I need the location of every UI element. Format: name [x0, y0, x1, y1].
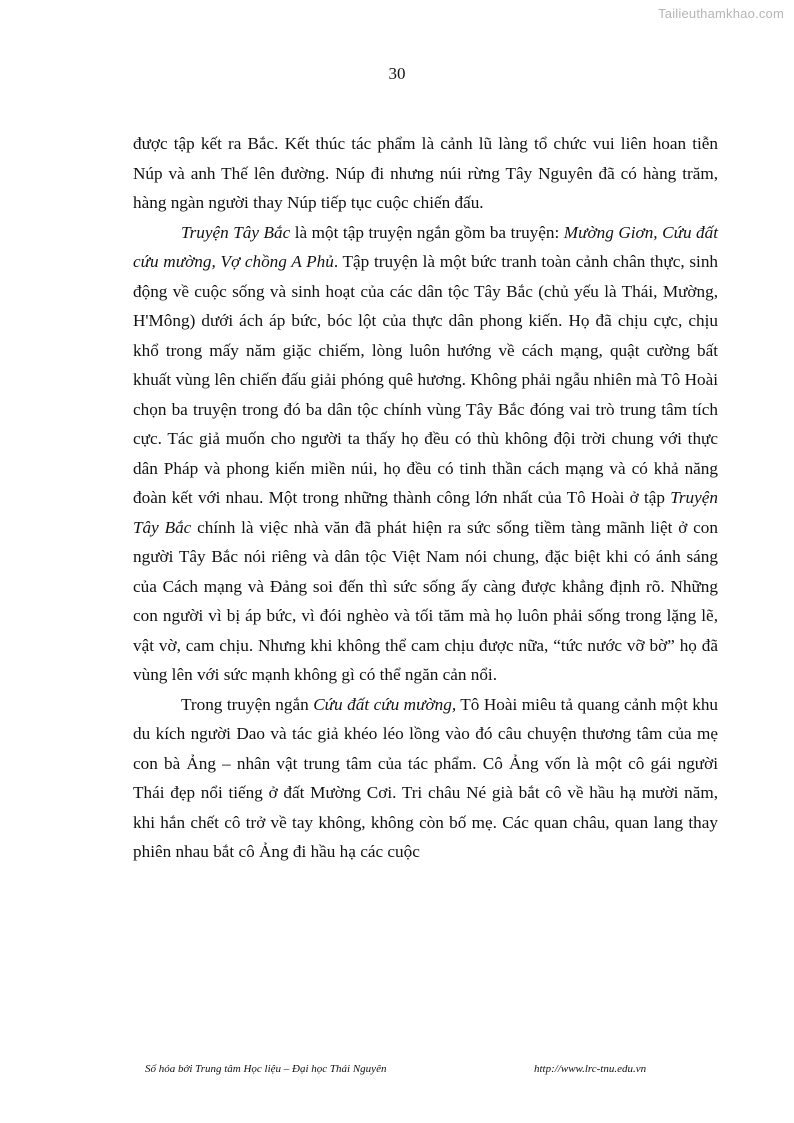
- text-segment: chính là việc nhà văn đã phát hiện ra sức sống tiềm tàng mãnh liệt ở con người Tây Bắc nói riêng và dân tộc Việt Nam nói chung, đặc biệt khi có ánh sáng của Cách mạng và Đảng soi đến thì sức sống ấy càng được khẳng định rõ. Những con người vì bị áp bức, vì đói nghèo và tối tăm mà họ luôn phải sống trong lặng lẽ, vật vờ, cam chịu. Nhưng khi không thể cam chịu được nữa, “tức nước vỡ bờ” họ đã vùng lên với sức mạnh không gì có thể ngăn cản nổi.: [133, 517, 718, 684]
- italic-title: Truyện Tây Bắc: [181, 222, 291, 242]
- page-number: 30: [388, 64, 406, 83]
- italic-title: Mường Giơn, Cứu đất cứu mường, Vợ chồng A Phủ: [133, 222, 719, 271]
- paragraph-2: [133, 218, 718, 690]
- footer-url: http://www.lrc-tnu.edu.vn: [534, 1063, 647, 1075]
- document-body: [133, 129, 718, 867]
- italic-title: Cứu đất cứu mường,: [313, 694, 457, 714]
- footer-credit: Số hóa bởi Trung tâm Học liệu – Đại học Thái Nguyên: [145, 1063, 387, 1075]
- paragraph-1: [133, 129, 718, 218]
- italic-title: Truyện Tây Bắc: [133, 488, 718, 537]
- paragraph-3: [133, 690, 718, 867]
- text-segment: là một tập truyện ngắn gồm ba truyện:: [290, 222, 564, 242]
- text-segment: Tô Hoài miêu tả quang cảnh một khu du kích người Dao và tác giả khéo léo lồng vào đó câu chuyện thương tâm của mẹ con bà Ảng – nhân vật trung tâm của tác phẩm. Cô Ảng vốn là một cô gái người Thái đẹp nổi tiếng ở đất Mường Cơi. Tri châu Né già bắt cô về hầu hạ mười năm, khi hắn chết cô trở về tay không, không còn bố mẹ. Các quan châu, quan lang thay phiên nhau bắt cô Ảng đi hầu hạ các cuộc: [133, 694, 719, 861]
- watermark: Tailieuthamkhao.com: [658, 6, 784, 21]
- text-segment: Trong truyện ngắn: [181, 694, 314, 714]
- text-segment: được tập kết ra Bắc. Kết thúc tác phẩm là cảnh lũ làng tổ chức vui liên hoan tiễn Núp và anh Thế lên đường. Núp đi nhưng núi rừng Tây Nguyên đã có hàng trăm, hàng ngàn người thay Núp tiếp tục cuộc chiến đấu.: [133, 134, 718, 212]
- text-segment: . Tập truyện là một bức tranh toàn cảnh chân thực, sinh động về cuộc sống và sinh hoạt của các dân tộc Tây Bắc (chủ yếu là Thái, Mường, H'Mông) dưới ách áp bức, bóc lột của thực dân phong kiến. Họ đã chịu cực, chịu khổ trong mấy năm giặc chiếm, lòng luôn hướng về cách mạng, quật cường bất khuất vùng lên chiến đấu giải phóng quê hương. Không phải ngẫu nhiên mà Tô Hoài chọn ba truyện trong đó ba dân tộc chính vùng Tây Bắc đóng vai trò trung tâm tích cực. Tác giả muốn cho người ta thấy họ đều có thù không đội trời chung với thực dân Pháp và phong kiến miền núi, họ đều có tinh thần cách mạng và có khả năng đoàn kết với nhau. Một trong những thành công lớn nhất của Tô Hoài ở tập: [133, 252, 719, 507]
